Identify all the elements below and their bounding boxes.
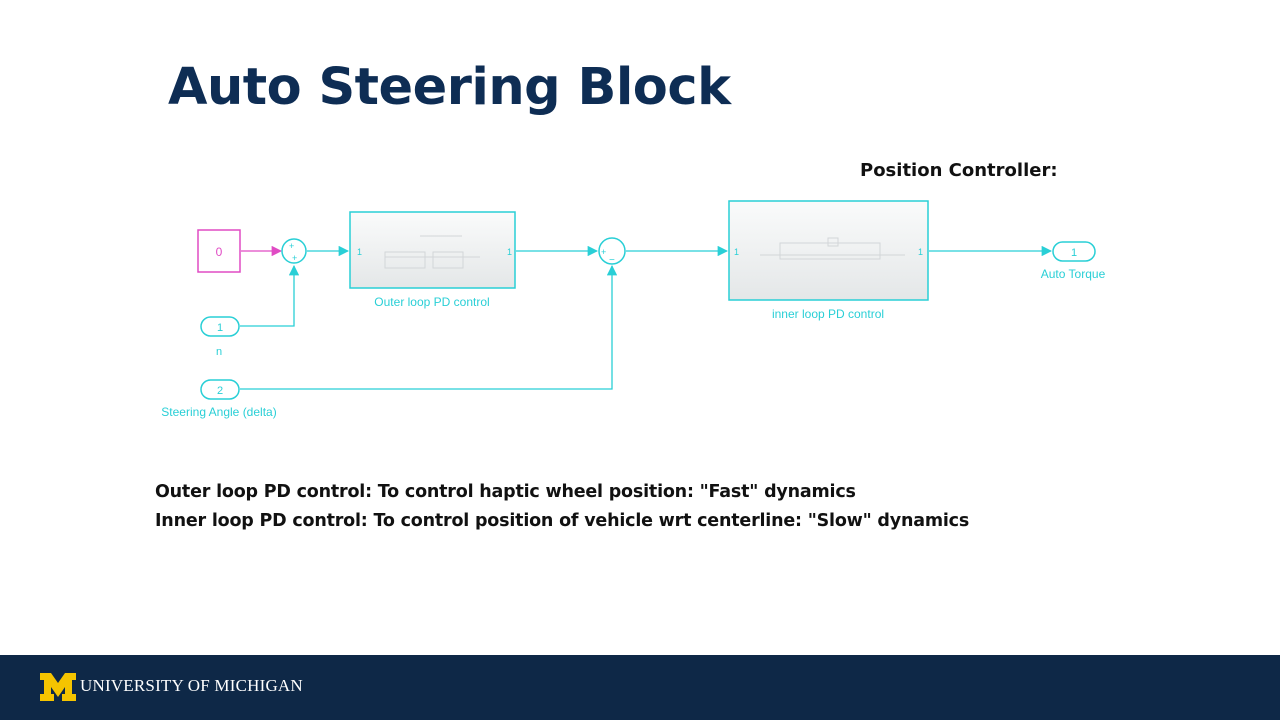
university-name: UNIVERSITY OF MICHIGAN	[80, 676, 303, 695]
note-inner-loop: Inner loop PD control: To control position of vehicle wrt centerline: "Slow" dynamics	[155, 511, 970, 531]
constant-value: 0	[215, 245, 223, 259]
outer-out-port: 1	[507, 247, 513, 257]
outer-loop-label: Outer loop PD control	[374, 295, 490, 309]
inner-loop-label: inner loop PD control	[771, 307, 885, 321]
inport-steering-number: 2	[216, 385, 224, 397]
inner-out-port: 1	[918, 247, 924, 257]
sum2-sign-bottom: −	[609, 255, 615, 266]
inner-loop-subsystem[interactable]	[729, 201, 928, 321]
inport-n-number: 1	[216, 322, 224, 334]
note-outer-loop: Outer loop PD control: To control haptic wheel position: "Fast" dynamics	[155, 482, 856, 502]
slide-title: Auto Steering Block	[168, 58, 731, 117]
outport-label: Auto Torque	[1040, 267, 1106, 281]
sum2-sign-left: +	[601, 247, 607, 257]
outer-loop-subsystem[interactable]	[350, 212, 515, 309]
inport-steering-angle[interactable]	[161, 380, 276, 419]
section-label: Position Controller:	[860, 160, 1058, 181]
signal-n-to-sum1	[240, 266, 294, 326]
outport-number: 1	[1070, 247, 1078, 259]
notes	[155, 478, 969, 536]
inner-in-port: 1	[734, 247, 740, 257]
constant-block[interactable]	[198, 230, 240, 272]
block-m-logo-icon	[40, 673, 76, 701]
sum1-sign-bottom: +	[292, 253, 298, 263]
footer-bar	[0, 655, 1280, 720]
sum-block-1[interactable]	[282, 239, 306, 263]
outer-in-port: 1	[357, 247, 363, 257]
inport-n-label: n	[215, 346, 223, 358]
sum-block-2[interactable]	[599, 238, 625, 266]
outport-auto-torque[interactable]	[1041, 242, 1106, 281]
inport-n[interactable]	[201, 317, 239, 358]
sum1-sign-top: +	[289, 241, 295, 251]
inport-steering-label: Steering Angle (delta)	[161, 405, 277, 419]
